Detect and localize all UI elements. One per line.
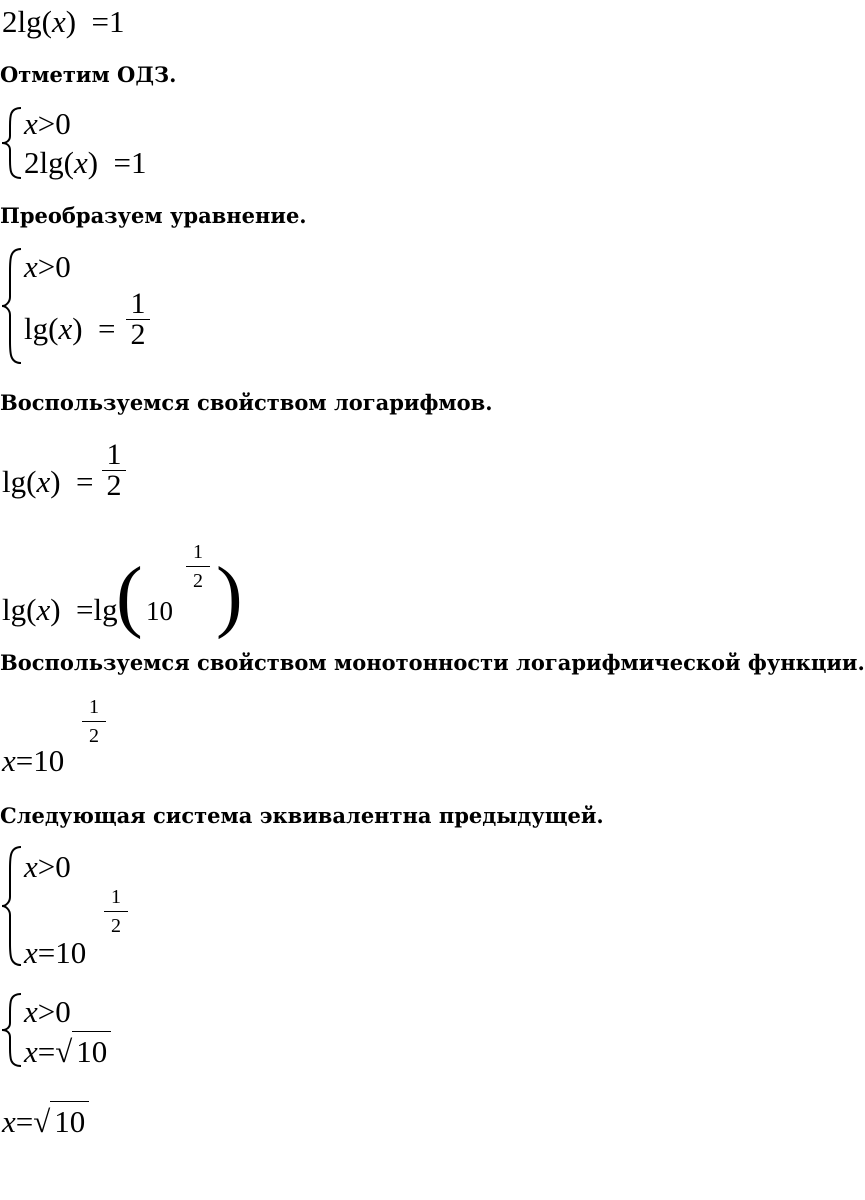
step-text-log-property: Воспользуемся свойством логарифмов. xyxy=(0,390,493,415)
step-text-monotonicity: Воспользуемся свойством монотонности логарифмической функции. xyxy=(0,650,865,675)
step-text-transform: Преобразуем уравнение. xyxy=(0,203,307,228)
step-text-equivalent: Следующая система эквивалентна предыдущей. xyxy=(0,803,604,828)
brace-icon xyxy=(0,106,24,180)
brace-icon xyxy=(0,992,24,1068)
step-text-odz: Отметим ОДЗ. xyxy=(0,62,177,87)
brace-icon xyxy=(0,247,24,365)
brace-icon xyxy=(0,845,24,967)
